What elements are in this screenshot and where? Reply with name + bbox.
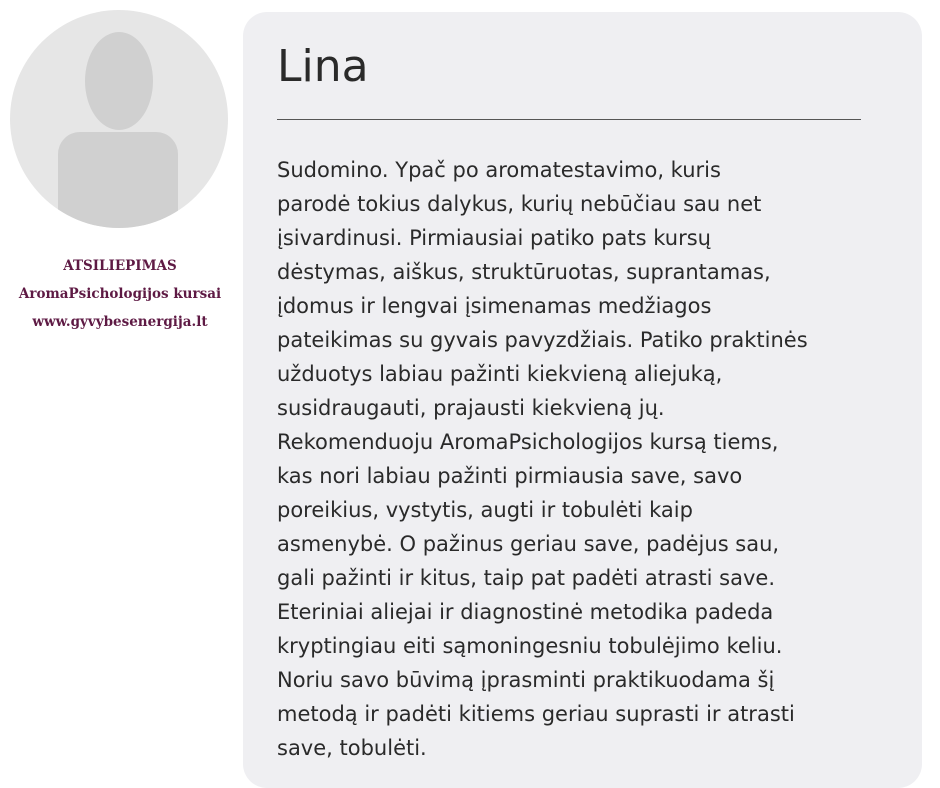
review-text-line: Sudomino. Ypač po aromatestavimo, kuris	[277, 158, 721, 182]
caption-course: AromaPsichologijos kursai	[18, 286, 222, 302]
review-card	[243, 12, 922, 788]
review-text-line: asmenybė. O pažinus geriau save, padėjus sau,	[277, 532, 780, 556]
review-text	[277, 153, 907, 765]
review-text-line: kas nori labiau pažinti pirmiausia save, savo	[277, 464, 743, 488]
review-text-line: gali pažinti ir kitus, taip pat padėti atrasti save.	[277, 566, 775, 590]
review-text-line: pateikimas su gyvais pavyzdžiais. Patiko praktinės	[277, 328, 808, 352]
caption-website: www.gyvybesenergija.lt	[32, 314, 208, 330]
review-text-line: Rekomenduoju AromaPsichologijos kursą tiems,	[277, 430, 779, 454]
avatar-head-silhouette	[85, 32, 153, 130]
review-text-line: įsivardinusi. Pirmiausiai patiko pats kursų	[277, 226, 711, 250]
review-text-line: įdomus ir lengvai įsimenamas medžiagos	[277, 294, 712, 318]
review-text-line: save, tobulėti.	[277, 736, 427, 760]
review-text-line: užduotys labiau pažinti kiekvieną aliejuką,	[277, 362, 723, 386]
review-text-line: parodė tokius dalykus, kurių nebūčiau sau net	[277, 192, 762, 216]
avatar-placeholder	[10, 10, 228, 228]
avatar-body-silhouette	[58, 132, 178, 228]
review-text-line: Noriu savo būvimą įprasminti praktikuodama šį	[277, 668, 775, 692]
divider	[277, 119, 861, 120]
review-text-line: Eteriniai aliejai ir diagnostinė metodika padeda	[277, 600, 774, 624]
testimonial-caption	[0, 252, 240, 336]
review-text-line: kryptingiau eiti sąmoningesniu tobulėjimo keliu.	[277, 634, 783, 658]
review-text-line: susidraugauti, prajausti kiekvieną jų.	[277, 396, 665, 420]
reviewer-name: Lina	[277, 41, 369, 92]
review-text-line: poreikius, vystytis, augti ir tobulėti kaip	[277, 498, 693, 522]
review-text-line: metodą ir padėti kitiems geriau suprasti ir atrasti	[277, 702, 795, 726]
caption-title: ATSILIEPIMAS	[63, 258, 177, 274]
review-text-line: dėstymas, aiškus, struktūruotas, suprantamas,	[277, 260, 771, 284]
